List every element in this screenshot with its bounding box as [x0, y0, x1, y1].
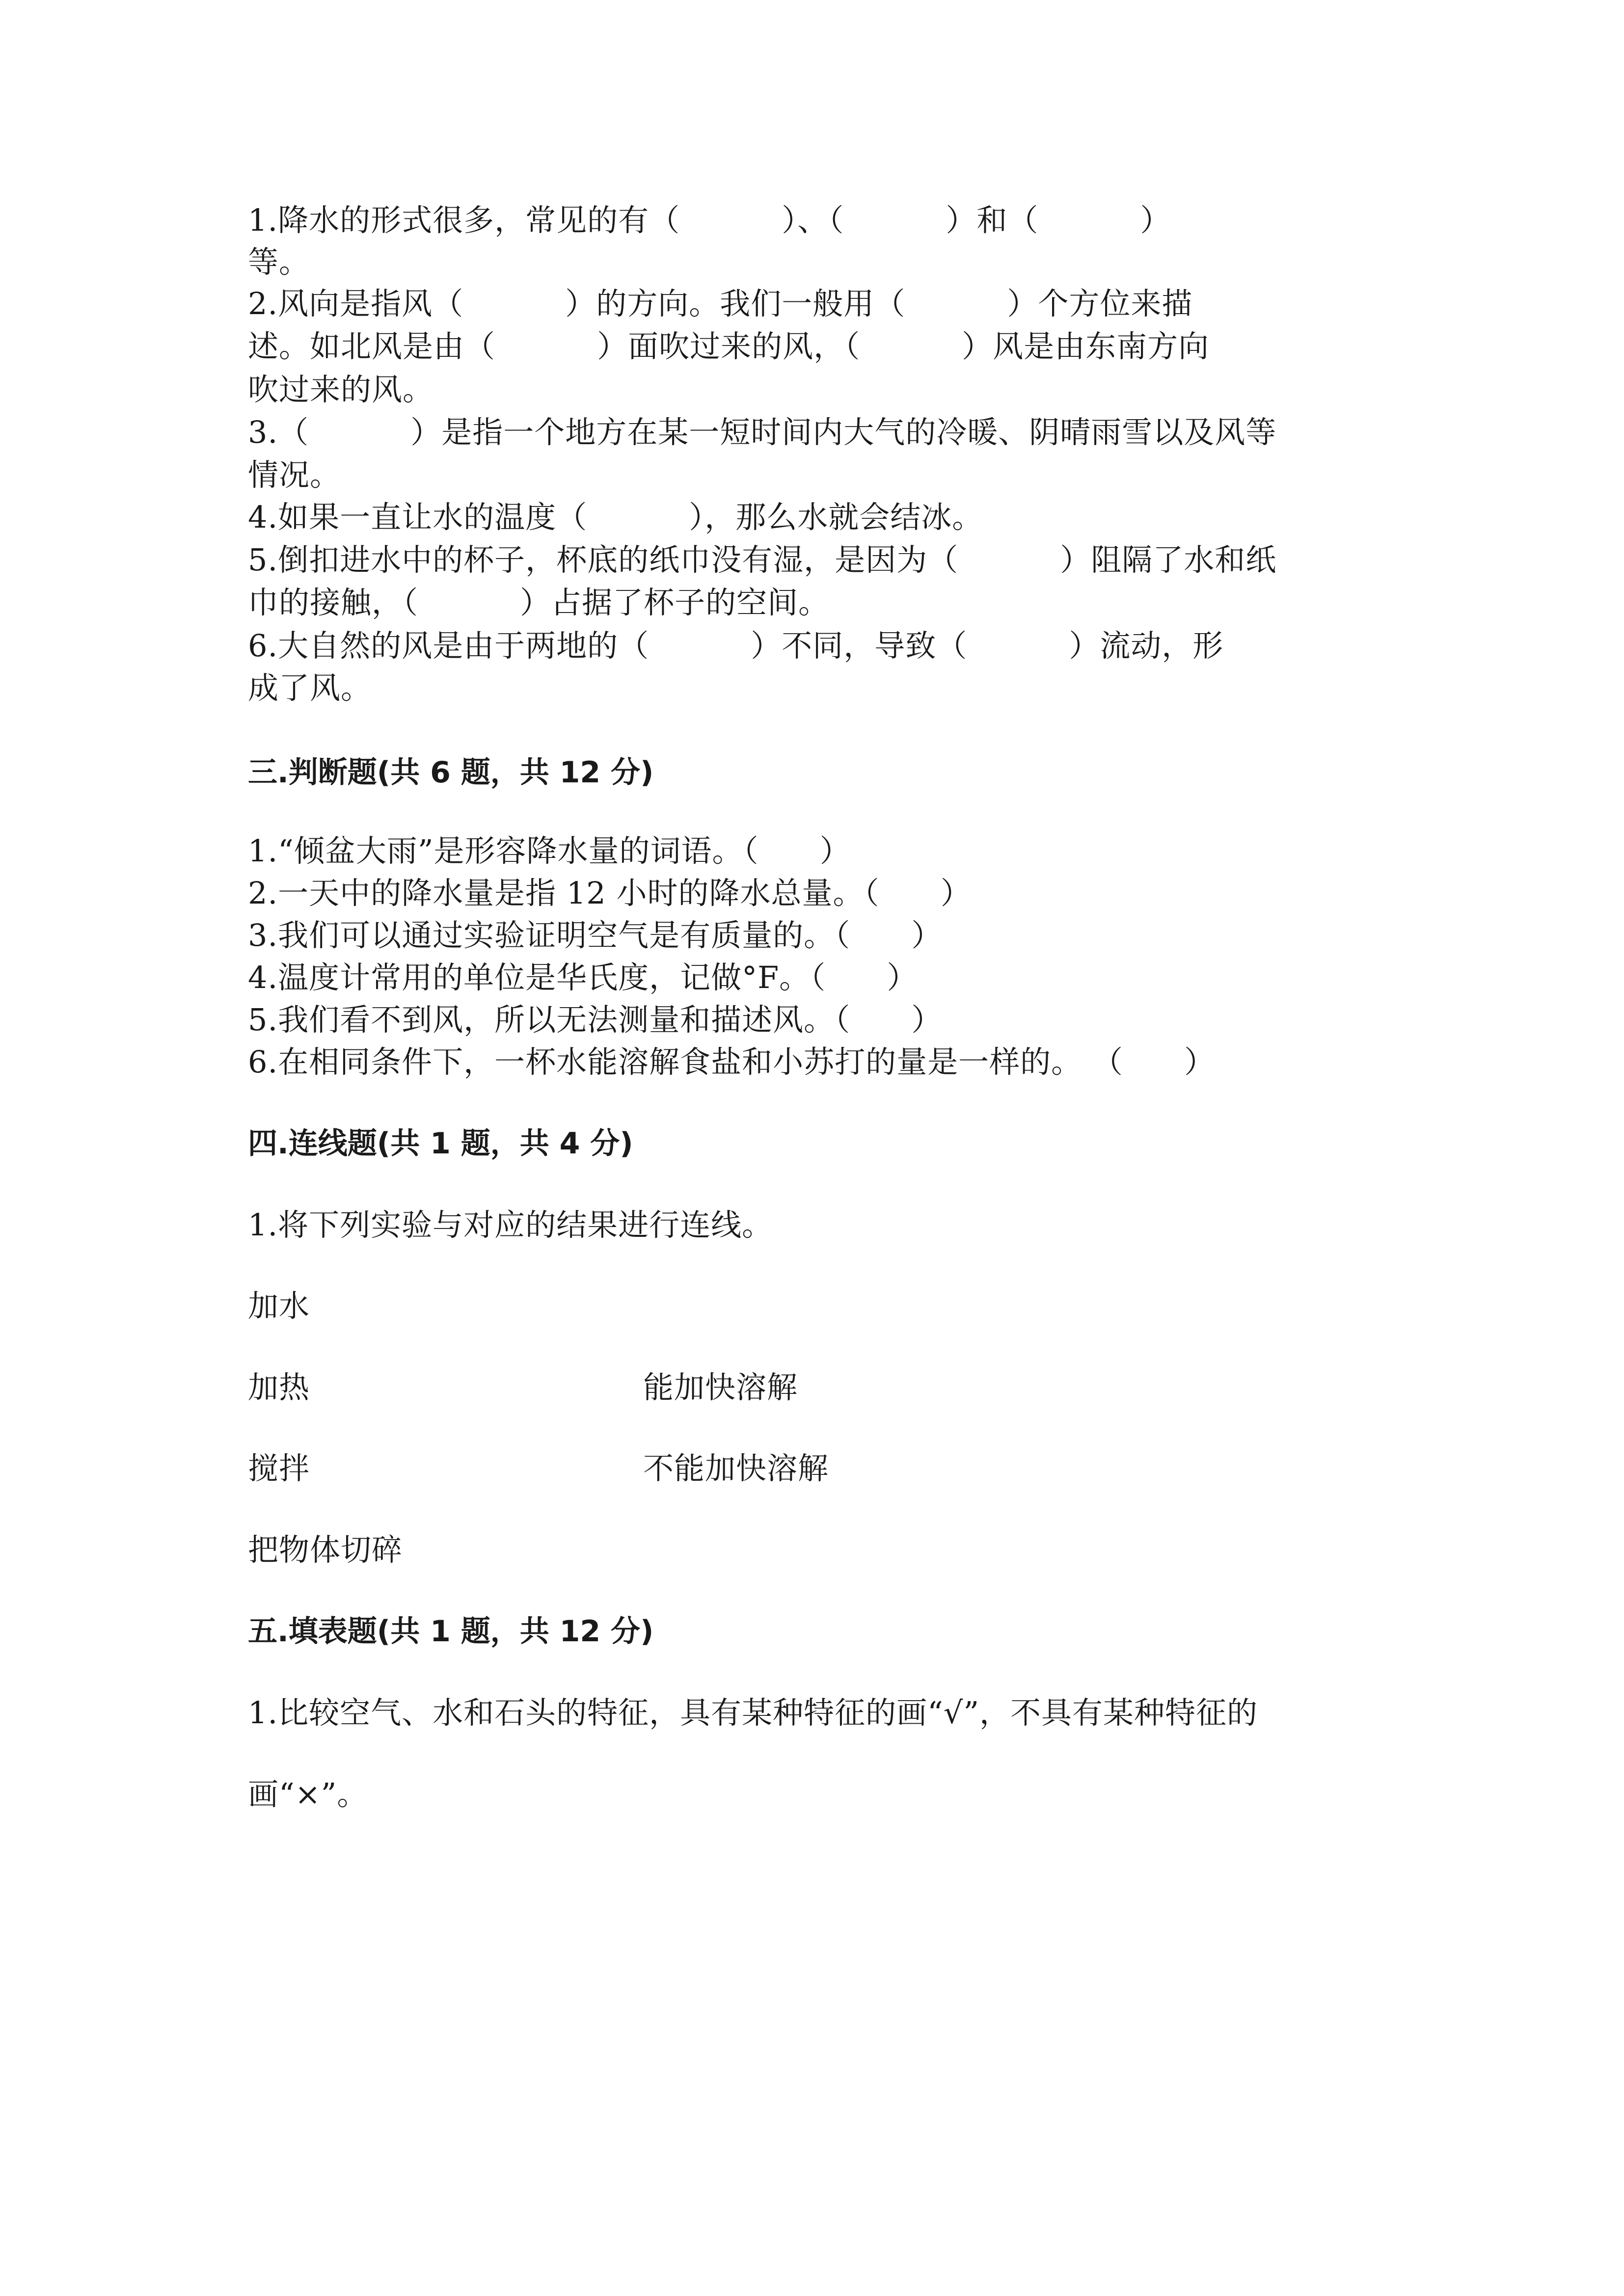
match-left-item[interactable]: 把物体切碎 — [248, 1532, 403, 1568]
match-left-item[interactable]: 加热 — [248, 1369, 310, 1405]
fill-line: 2.风向是指风（ ）的方向。我们一般用（ ）个方位来描 — [248, 286, 1193, 321]
fill-line: 情况。 — [248, 457, 341, 493]
fill-line: 4.如果一直让水的温度（ ），那么水就会结冰。 — [248, 499, 983, 535]
section-heading: 三.判断题(共 6 题，共 12 分) — [248, 755, 654, 790]
fill-line: 3.（ ）是指一个地方在某一短时间内大气的冷暖、阴晴雨雪以及风等 — [248, 414, 1277, 450]
fill-line: 述。如北风是由（ ）面吹过来的风，（ ）风是由东南方向 — [248, 328, 1210, 364]
judge-item: 6.在相同条件下，一杯水能溶解食盐和小苏打的量是一样的。 （ ） — [248, 1044, 1216, 1080]
judge-item: 5.我们看不到风，所以无法测量和描述风。（ ） — [248, 1002, 943, 1038]
judge-item: 1.“倾盆大雨”是形容降水量的词语。（ ） — [248, 833, 851, 869]
judge-item: 4.温度计常用的单位是华氏度，记做°F。（ ） — [248, 960, 918, 995]
fill-line: 5.倒扣进水中的杯子，杯底的纸巾没有湿，是因为（ ）阻隔了水和纸 — [248, 542, 1277, 578]
fill-line: 成了风。 — [248, 670, 372, 706]
fill-line: 等。 — [248, 244, 310, 280]
match-right-item[interactable]: 不能加快溶解 — [643, 1450, 829, 1486]
section-heading: 五.填表题(共 1 题，共 12 分) — [248, 1614, 654, 1649]
judge-item: 3.我们可以通过实验证明空气是有质量的。（ ） — [248, 917, 943, 953]
match-right-item[interactable]: 能加快溶解 — [643, 1369, 798, 1405]
fill-line: 吹过来的风。 — [248, 372, 434, 407]
fill-line: 1.降水的形式很多，常见的有（ ）、（ ）和（ ） — [248, 202, 1171, 238]
fill-line: 6.大自然的风是由于两地的（ ）不同，导致（ ）流动，形 — [248, 628, 1224, 664]
table-question: 画“×”。 — [248, 1776, 368, 1812]
table-question: 1.比较空气、水和石头的特征，具有某种特征的画“√”，不具有某种特征的 — [248, 1695, 1258, 1731]
match-question: 1.将下列实验与对应的结果进行连线。 — [248, 1207, 773, 1243]
section-heading: 四.连线题(共 1 题，共 4 分) — [248, 1126, 633, 1161]
match-left-item[interactable]: 加水 — [248, 1288, 310, 1324]
fill-line: 巾的接触，（ ）占据了杯子的空间。 — [248, 585, 830, 620]
judge-item: 2.一天中的降水量是指 12 小时的降水总量。（ ） — [248, 875, 972, 911]
match-left-item[interactable]: 搅拌 — [248, 1450, 310, 1486]
